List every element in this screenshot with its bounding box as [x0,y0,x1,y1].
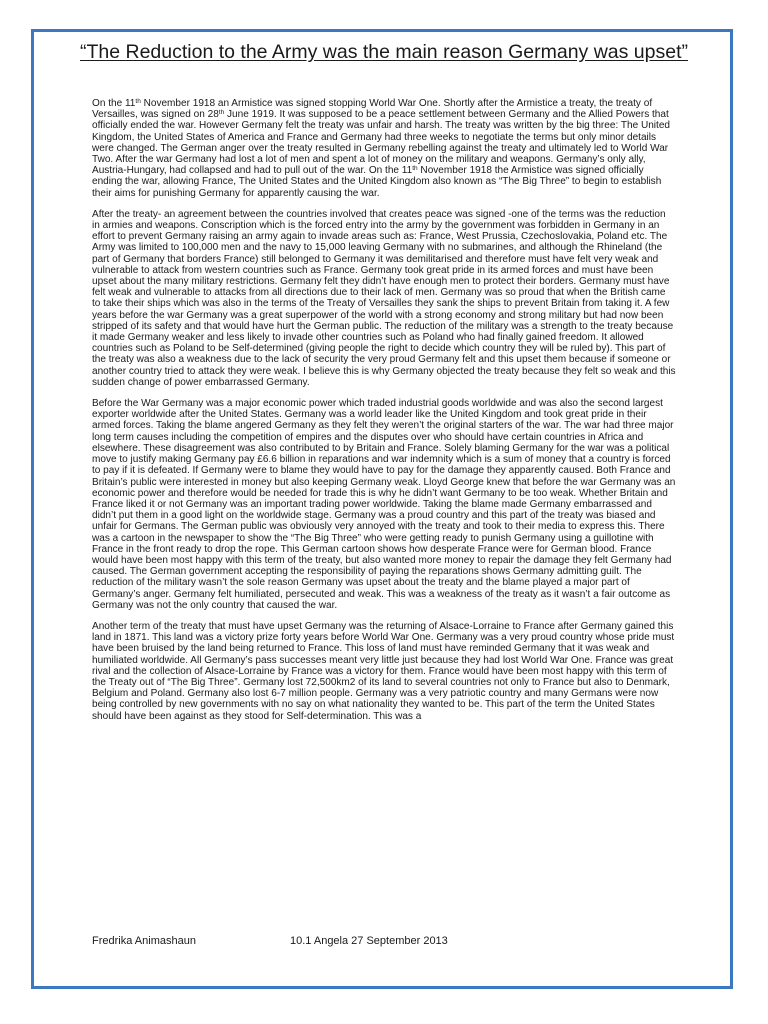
paragraph-1-part-a: On the 11 [92,98,136,109]
essay-body [92,98,676,732]
paragraph-1 [92,98,676,199]
ordinal-suffix: th [135,98,141,105]
paragraph-1-part-d: November 1918 the Armistice was signed officially ending the war, allowing France, The United States and the United Kingdom also known as “The Big Three” to begin to establish their aims for punishing Germany for apparently causing the war. [92,165,662,199]
paragraph-3: Before the War Germany was a major economic power which traded industrial goods worldwide and was also the second largest exporter worldwide after the United States. Germany was a world leader like the United Kingdom and took great pride in their armed forces. Taking the blame angered Germany as they felt they weren’t the original starters of the war. The war had three major long term causes including the competition of empires and the disputes over who should have certain countries in Africa and elsewhere. These disagreement was also contributed to by Britain and France. Solely blaming Germany for the war was a political move to justify making Germany pay £6.6 billion in reparations and war indemnity which is a sum of money that a country is forced to pay if it is defeated. If Germany were to blame they would have to pay for the damage they apparently caused. Both France and Britain’s public were interested in money but also keeping Germany weak. Lloyd George knew that before the war Germany was an economic power and therefore would be needed for trade this is why he didn’t want Germany to be too weak. Whether Britain and France liked it or not Germany was an important trading power worldwide. Taking the blame made Germany embarrassed and didn’t put them in a good light on the worldwide stage. Germany was a proud country and this part of the treaty was biased and unfair for Germans. The German public was obviously very annoyed with the treaty and took to their media to express this. There was a cartoon in the newspaper to show the “The Big Three” who were getting ready to punish Germany using a guillotine with France in the front ready to drop the rope. This German cartoon shows how desperate France were for German blood. France would have been most happy with this term of the treaty, but also wanted more money to repair the damage they felt Germany had caused. The German government accepting the responsibility of paying the reparations shows Germany admitting guilt. The reduction of the military wasn’t the sole reason Germany was upset about the treaty and the blame played a major part of Germany’s anger. Germany felt humiliated, persecuted and weak. This was a weakness of the treaty as it wasn’t a fair outcome as Germany was not the only country that caused the war. [92,398,676,611]
ordinal-suffix: th [412,165,418,173]
ordinal-suffix: th [218,109,225,117]
footer-author: Fredrika Animashaun [92,935,196,947]
paragraph-1-part-b: November 1918 an Armistice was signed stopping World War One. Shortly after the Armistice a treaty, the treaty of Versailles, was signed on 28 [92,98,653,121]
page-footer [92,934,448,948]
paragraph-2: After the treaty- an agreement between the countries involved that creates peace was signed -one of the terms was the reduction in armies and weapons. Conscription which is the forced entry into the army by the government was forbidden in Germany in an effort to prevent Germany raising an army again to invade areas such as: France, West Prussia, Czechoslovakia, Poland etc. The Army was limited to 100,000 men and the navy to 15,000 leaving Germany with no submarines, and although the Rhineland (the part of Germany that borders France) still belonged to Germany it was demilitarised and therefore must have felt very weak and vulnerable to attack from western countries such as France. Germany took great pride in its armed forces and must have been upset about the many military restrictions. Germany felt they didn’t have enough men to protect their borders. Germany must have felt weak and vulnerable to attacks from all directions due to their lack of men. Germany was so proud that when the British came to take their ships which was also in the terms of the Treaty of Versailles they sank the ships to prevent Britain from taking it. A few years before the war Germany was a great superpower of the world with a strong economy and strong military but had now been stripped of its safety and that would have hurt the German public. The reduction of the military was a strength to the treaty because it made Germany weaker and less likely to invade other countries such as Poland who had finally gained freedom. It allowed countries such as Poland to be Self-determined (giving people the right to decide which country they will be ruled by). This part of the treaty was also a weakness due to the lack of security the very proud Germany felt and this upset them because if someone or another country tried to attack they were weak. I believe this is why Germany objected the treaty because they felt so weak and this sudden change of power embarrassed Germany. [92,208,676,388]
footer-class-date: 10.1 Angela 27 September 2013 [290,935,448,947]
essay-title: “The Reduction to the Army was the main reason Germany was upset” [79,41,689,63]
paragraph-1-part-c: June 1919. It was supposed to be a peace settlement between Germany and the Allied Powers that officially ended the war. However Germany felt the treaty was unfair and harsh. The treaty was written by the big three: The United Kingdom, the United States of America and France and Germany had three weeks to negotiate the terms but only minor details were changed. The German anger over the treaty resulted in Germany rebelling against the treaty and ultimately led to World War Two. After the war Germany had lost a lot of men and spent a lot of money on the military and weapons. Germany’s only ally, Austria-Hungary, had collapsed and had to pull out of the war. On the 11 [92,109,670,177]
paragraph-4: Another term of the treaty that must have upset Germany was the returning of Alsace-Lorraine to France after Germany gained this land in 1871. This land was a victory prize forty years before World War One. Germany was a very proud country whose pride must have been bruised by the land being returned to France. This loss of land must have reminded Germany that it was weak and humiliated worldwide. All Germany’s pass successes meant very little just because they had lost World War One. France was great rival and the collection of Alsace-Lorraine by France was a victory for them. France would have been most happy with this term of the Treaty out of “The Big Three”. Germany lost 72,500km2 of its land to several countries not only to France but also to Denmark, Belgium and Poland. Germany also lost 6-7 million people. Germany was a very patriotic country and many Germans were now being controlled by new governments with no say on what nationality they wanted to be. This part of the term the United States should have been against as they stood for Self-determination. This was a [92,620,675,722]
